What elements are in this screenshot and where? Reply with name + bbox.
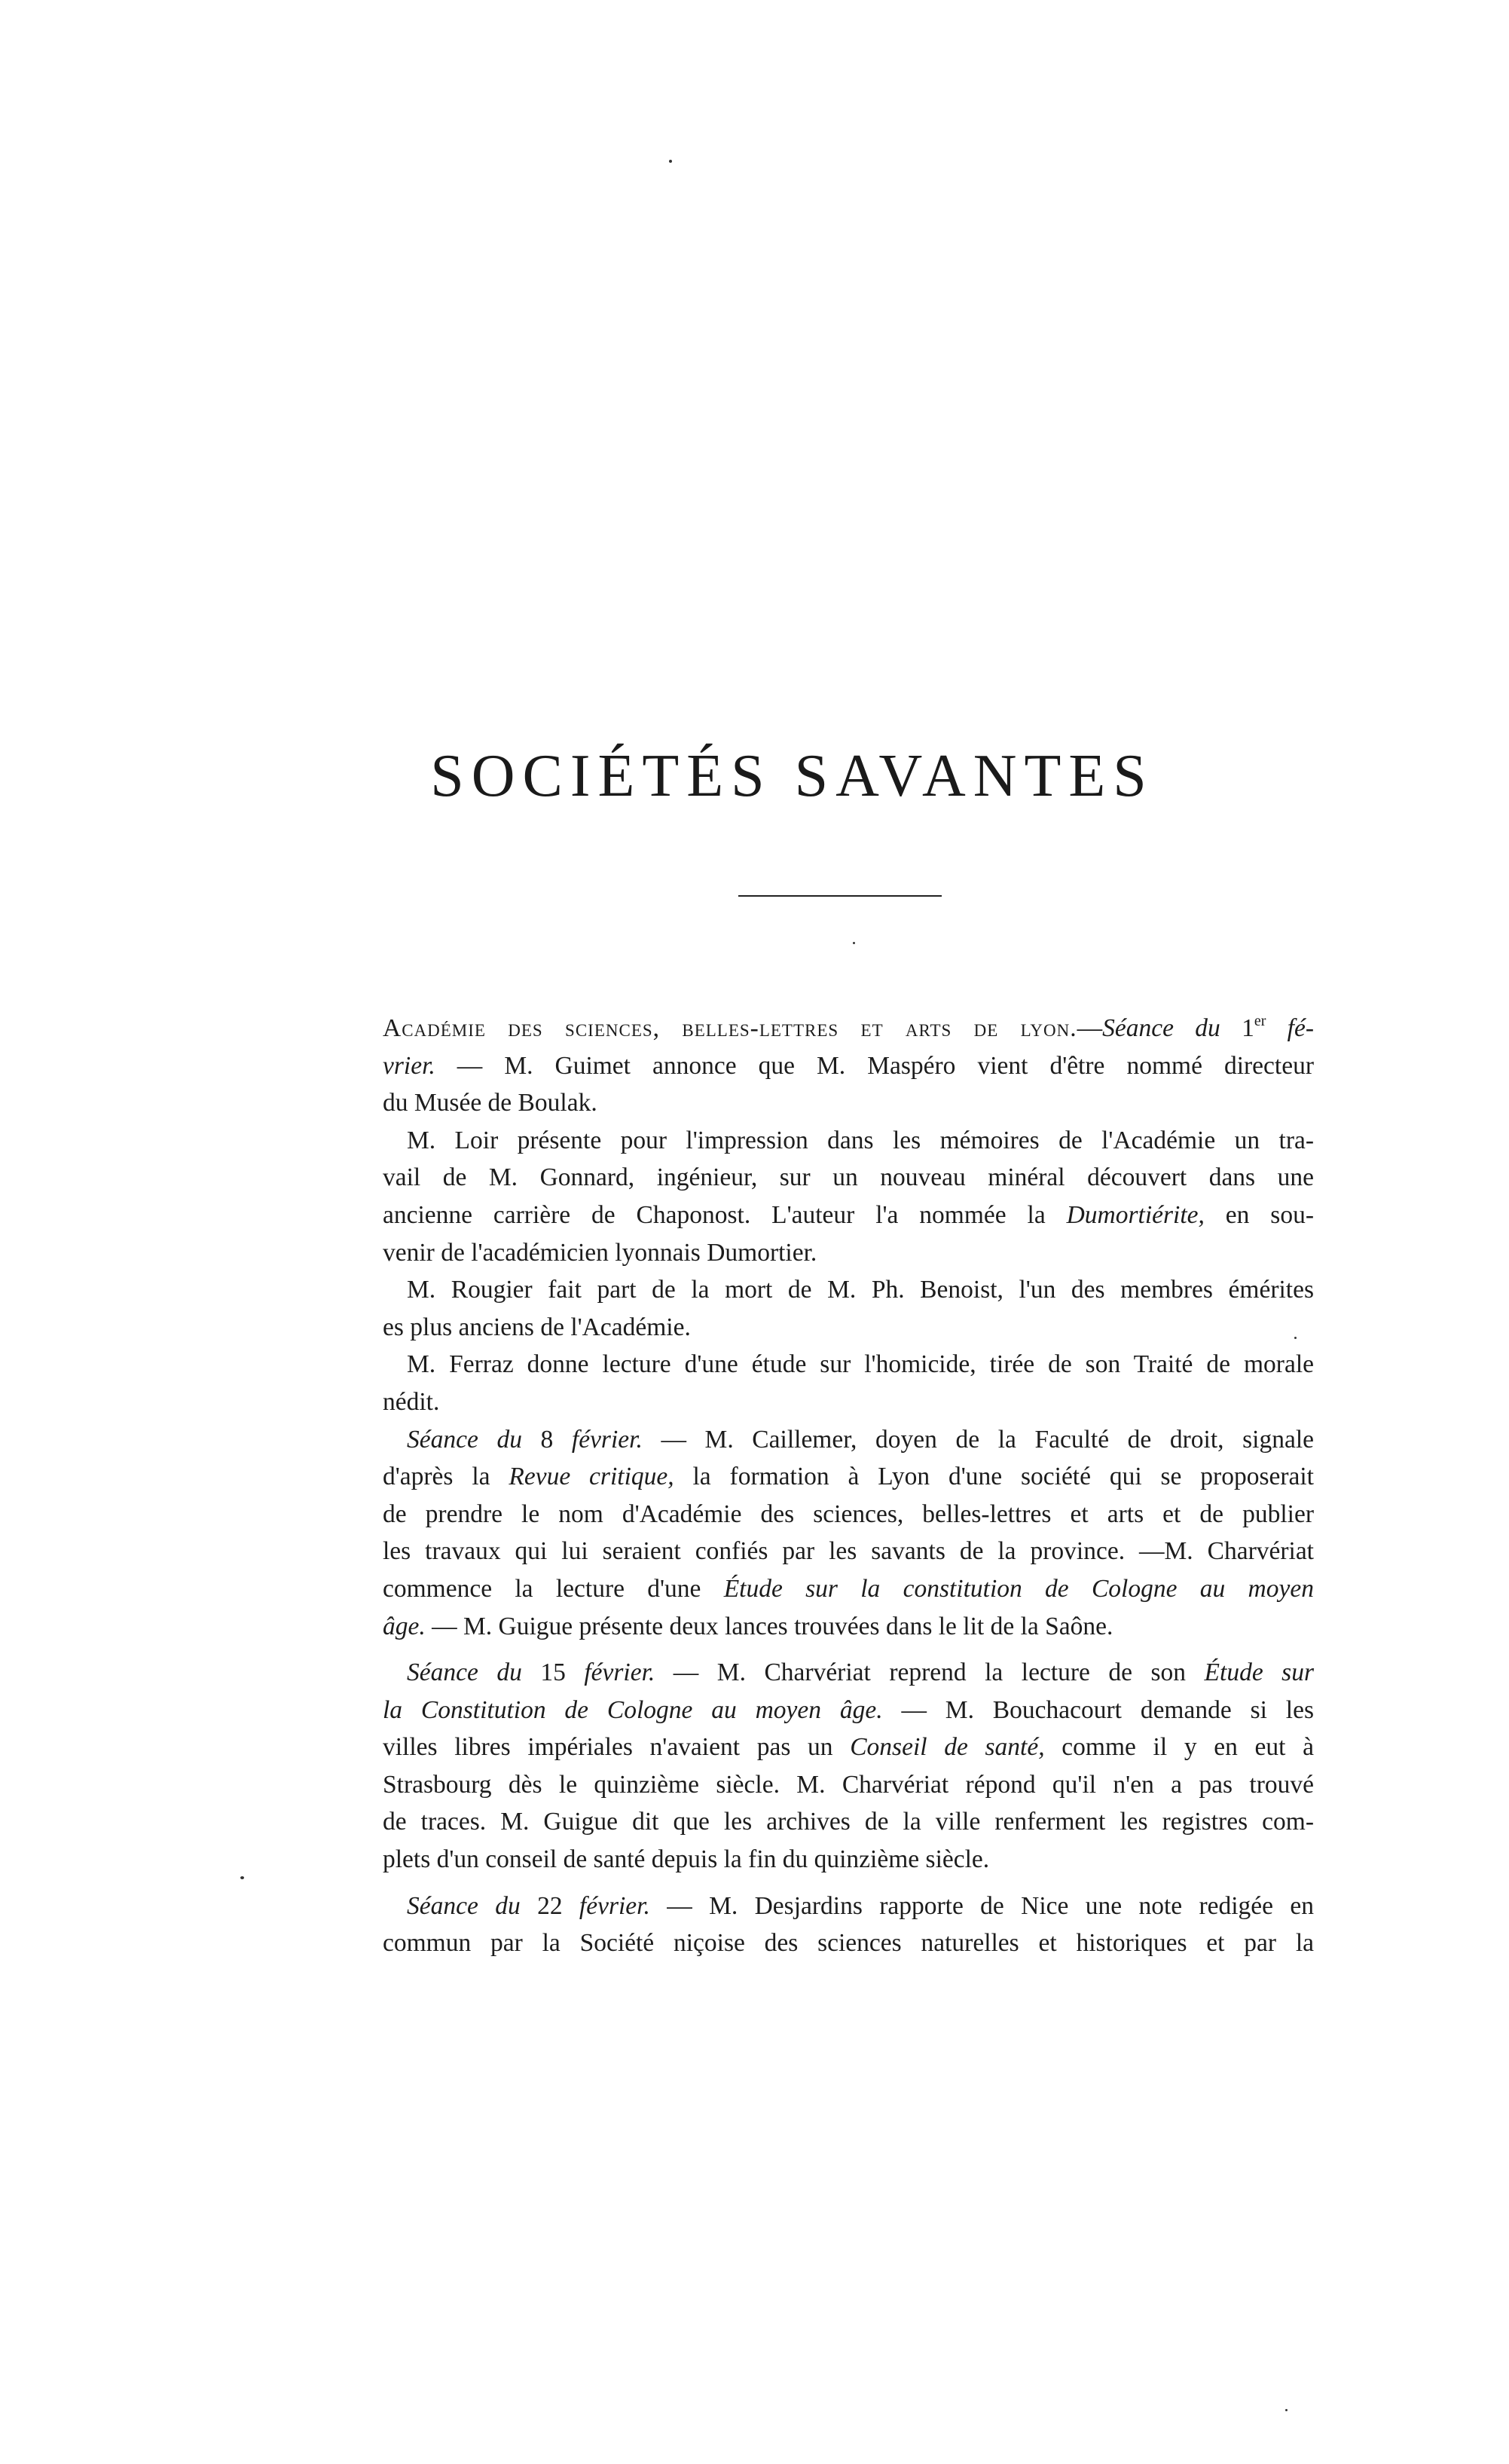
text-segment: 8 bbox=[521, 1425, 572, 1454]
text-segment: Conseil de santé, bbox=[850, 1733, 1045, 1762]
text-segment: M. Rougier fait part de la mort de M. Ph. Benoist, l'un des membres émérites bbox=[407, 1276, 1314, 1304]
text-segment: es plus anciens de l'Académie. bbox=[383, 1313, 691, 1341]
text-line bbox=[383, 1692, 1314, 1729]
text-segment: Séance du bbox=[407, 1891, 521, 1920]
text-segment: villes libres impériales n'avaient pas un bbox=[383, 1733, 851, 1762]
text-line bbox=[383, 1924, 1314, 1962]
text-line bbox=[383, 1047, 1314, 1085]
text-segment: — M. Caillemer, doyen de la Faculté de droit, signale bbox=[642, 1425, 1314, 1454]
text-segment: de prendre le nom d'Académie des sciences, belles-lettres et arts et de publier bbox=[383, 1499, 1314, 1528]
text-segment: ancienne carrière de Chaponost. L'auteur l'a nommée la bbox=[383, 1200, 1067, 1229]
page-title: SOCIÉTÉS SAVANTES bbox=[430, 743, 1154, 809]
ink-speck bbox=[853, 942, 855, 944]
text-segment: — M. Guigue présente deux lances trouvées dans le lit de la Saône. bbox=[425, 1612, 1113, 1640]
text-segment: Dumortiérite, bbox=[1066, 1200, 1205, 1229]
text-line bbox=[383, 1729, 1314, 1766]
text-segment: d'après la bbox=[383, 1463, 509, 1491]
text-line bbox=[383, 1346, 1314, 1383]
text-segment: de traces. M. Guigue dit que les archives de la ville renferment les registres com- bbox=[383, 1808, 1314, 1836]
text-segment: — M. Charvériat reprend la lecture de son bbox=[655, 1658, 1205, 1687]
text-line bbox=[383, 1084, 1314, 1122]
text-line bbox=[383, 1271, 1314, 1309]
text-line bbox=[383, 1234, 1314, 1272]
text-segment: vail de M. Gonnard, ingénieur, sur un nouveau minéral découvert dans une bbox=[383, 1163, 1314, 1192]
text-segment: vrier. bbox=[383, 1051, 435, 1080]
text-segment: M. Ferraz donne lecture d'une étude sur l'homicide, tirée de son Traité de morale bbox=[407, 1350, 1314, 1379]
text-segment: nédit. bbox=[383, 1387, 440, 1416]
text-segment: en sou- bbox=[1204, 1200, 1315, 1229]
text-segment: — M. Guimet annonce que M. Maspéro vient d'être nommé directeur bbox=[435, 1051, 1314, 1080]
text-segment: 22 bbox=[520, 1891, 579, 1920]
text-segment: commun par la Société niçoise des sciences naturelles et historiques et par la bbox=[383, 1929, 1314, 1958]
text-line bbox=[383, 1159, 1314, 1197]
text-segment: la formation à Lyon d'une société qui se proposerait bbox=[674, 1463, 1314, 1491]
text-segment: 15 bbox=[521, 1658, 585, 1687]
text-segment: Strasbourg dès le quinzième siècle. M. Charvériat répond qu'il n'en a pas trouvé bbox=[383, 1770, 1314, 1799]
text-line bbox=[383, 1608, 1314, 1646]
text-segment: Séance du bbox=[1102, 1014, 1242, 1042]
text-segment: fé- bbox=[1266, 1014, 1315, 1042]
text-segment: Séance du bbox=[407, 1658, 522, 1687]
text-segment: février. bbox=[579, 1891, 650, 1920]
text-segment: février. bbox=[584, 1658, 655, 1687]
text-segment: Académie des sciences, belles-lettres et arts de lyon. bbox=[383, 1014, 1077, 1042]
ink-speck bbox=[1285, 2409, 1288, 2411]
text-segment: Étude sur bbox=[1204, 1658, 1315, 1687]
text-line bbox=[383, 1766, 1314, 1804]
text-segment: — bbox=[1077, 1014, 1103, 1042]
ink-speck bbox=[669, 160, 672, 163]
text-line bbox=[383, 1122, 1314, 1160]
text-line bbox=[383, 1458, 1314, 1496]
text-line bbox=[383, 1888, 1314, 1925]
text-segment: comme il y en eut à bbox=[1044, 1733, 1314, 1762]
text-line bbox=[383, 1197, 1314, 1234]
text-line bbox=[383, 1803, 1314, 1841]
text-line bbox=[383, 1496, 1314, 1533]
title-rule bbox=[738, 895, 942, 897]
text-line bbox=[383, 1654, 1314, 1692]
text-segment: er bbox=[1254, 1013, 1266, 1029]
text-segment: la Constitution de Cologne au moyen âge. bbox=[383, 1695, 883, 1724]
text-segment: Séance du bbox=[407, 1425, 522, 1454]
text-segment: venir de l'académicien lyonnais Dumortier. bbox=[383, 1238, 817, 1267]
text-segment: M. Loir présente pour l'impression dans les mémoires de l'Académie un tra- bbox=[407, 1126, 1314, 1154]
text-segment: — M. Desjardins rapporte de Nice une note redigée en bbox=[649, 1891, 1315, 1920]
text-segment: Étude sur la constitution de Cologne au moyen bbox=[723, 1574, 1314, 1603]
text-line bbox=[383, 1309, 1314, 1347]
text-line bbox=[383, 1383, 1314, 1421]
text-segment: — M. Bouchacourt demande si les bbox=[882, 1695, 1314, 1724]
text-segment: du Musée de Boulak. bbox=[383, 1089, 597, 1117]
body-text bbox=[383, 1010, 1314, 1962]
text-segment: février. bbox=[571, 1425, 643, 1454]
text-segment: les travaux qui lui seraient confiés par les savants de la province. —M. Charvériat bbox=[383, 1537, 1314, 1566]
text-segment: Revue critique, bbox=[509, 1463, 674, 1491]
text-line bbox=[383, 1421, 1314, 1459]
text-line bbox=[383, 1010, 1314, 1047]
text-line bbox=[383, 1533, 1314, 1570]
text-segment: commence la lecture d'une bbox=[383, 1574, 724, 1603]
text-segment: âge. bbox=[383, 1612, 426, 1640]
text-segment: plets d'un conseil de santé depuis la fin du quinzième siècle. bbox=[383, 1845, 990, 1874]
ink-speck bbox=[240, 1876, 244, 1879]
text-line bbox=[383, 1841, 1314, 1879]
text-segment: 1 bbox=[1242, 1014, 1254, 1042]
text-line bbox=[383, 1570, 1314, 1608]
